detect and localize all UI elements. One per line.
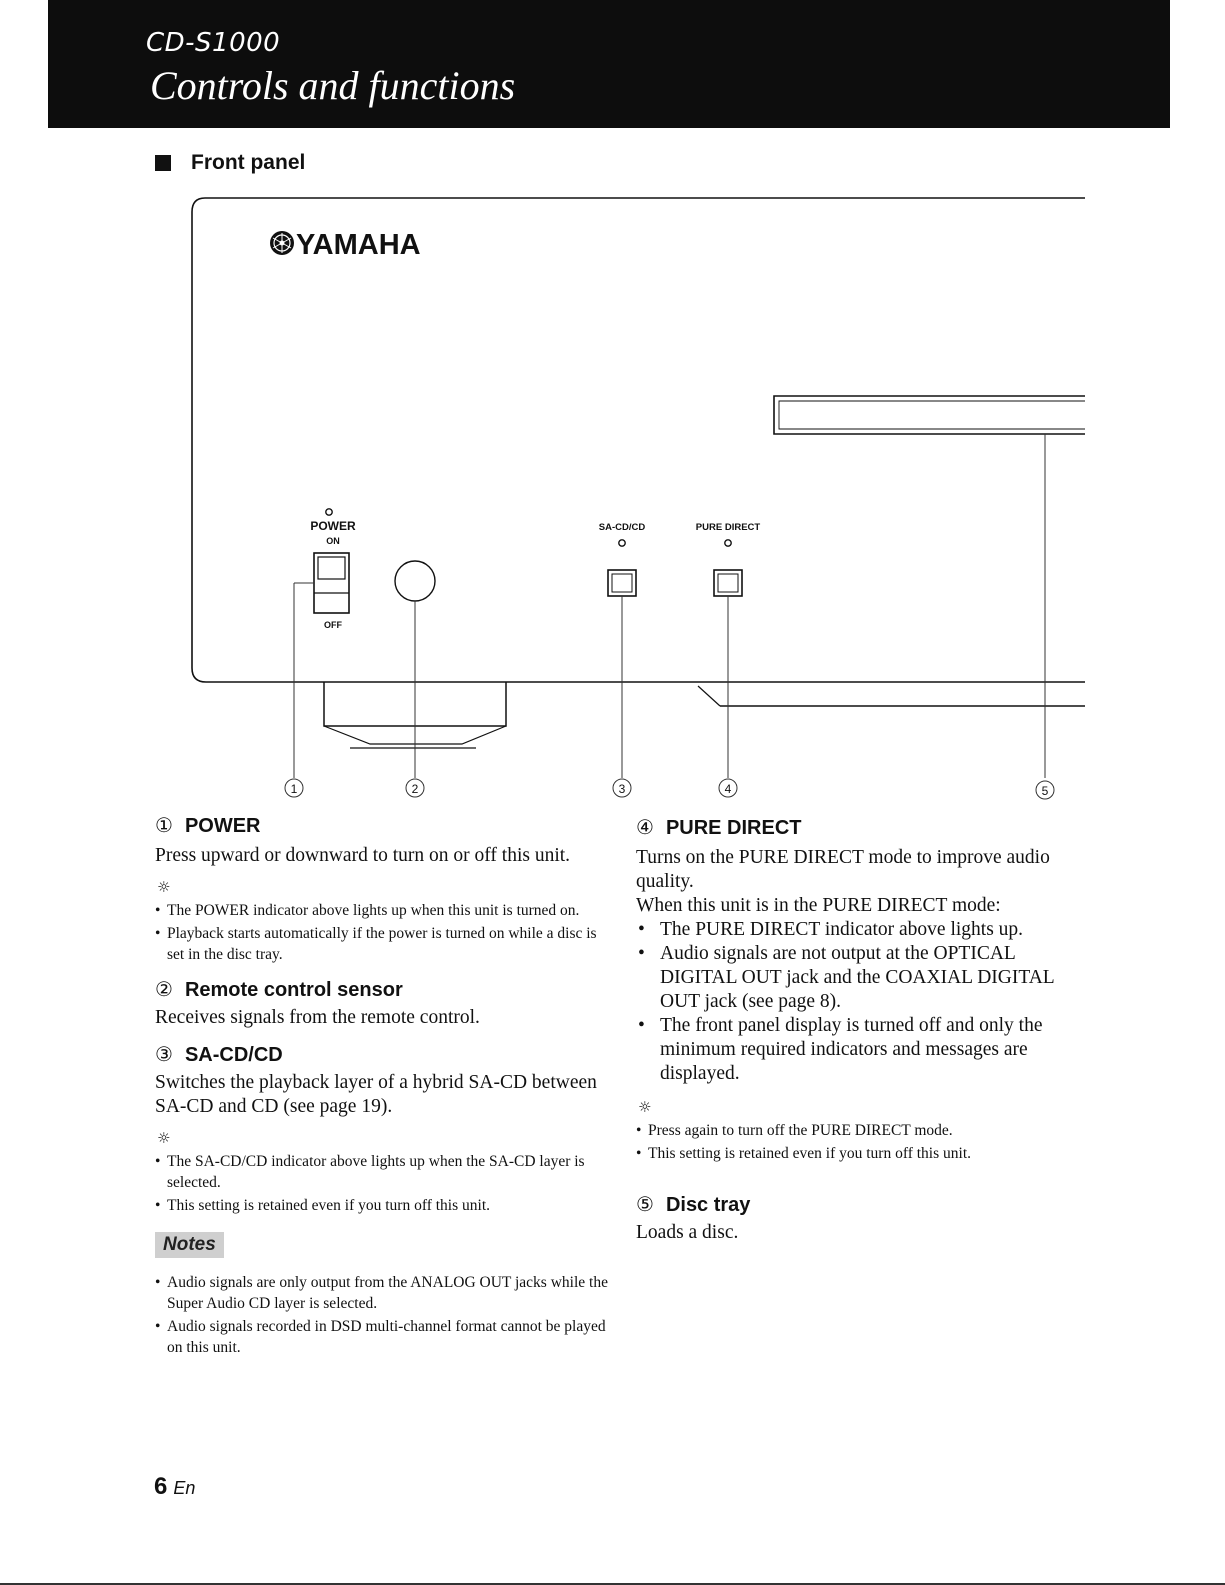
- disc-tray-heading: [636, 1192, 1076, 1217]
- power-on-label: ON: [326, 536, 340, 546]
- power-label: POWER: [310, 519, 356, 533]
- list-item: • Playback starts automatically if the power is turned on while a disc is set in the disc tray.: [155, 923, 610, 965]
- sacd-tips: [155, 1151, 610, 1216]
- list-item: • The SA-CD/CD indicator above lights up when the SA-CD layer is selected.: [155, 1151, 610, 1193]
- lightbulb-tip-icon: ☼: [157, 1129, 171, 1147]
- pure-direct-heading: [636, 815, 1076, 840]
- lightbulb-tip-icon: ☼: [638, 1098, 652, 1116]
- brand-logo-text: YAMAHA: [296, 229, 421, 261]
- disc-tray-slot: [774, 396, 1085, 434]
- section-bullet-icon: [155, 155, 171, 171]
- list-item: • This setting is retained even if you turn off this unit.: [636, 1143, 1076, 1164]
- model-name: CD-S1000: [146, 28, 281, 58]
- sacd-heading: [155, 1042, 610, 1067]
- right-column: [636, 815, 1076, 1245]
- page-language: En: [173, 1478, 196, 1498]
- front-panel-diagram: [0, 185, 1225, 805]
- remote-heading: [155, 977, 610, 1002]
- pure-direct-title: PURE DIRECT: [665, 817, 802, 839]
- power-description: Press upward or downward to turn on or off this unit.: [155, 845, 571, 866]
- power-number: ①: [155, 813, 173, 837]
- sacd-label: SA-CD/CD: [598, 522, 646, 533]
- power-heading: [155, 813, 610, 838]
- section-title: Front panel: [191, 151, 306, 174]
- page-footer: [154, 1473, 195, 1501]
- svg-text:2: 2: [411, 782, 419, 796]
- disc-tray-description: Loads a disc.: [636, 1222, 739, 1243]
- sacd-section: [155, 1042, 610, 1216]
- list-item: • Audio signals are only output from the ANALOG OUT jacks while the Super Audio CD layer is selected.: [155, 1272, 610, 1314]
- list-item: • The POWER indicator above lights up when this unit is turned on.: [155, 900, 610, 921]
- callout-3: [613, 779, 631, 797]
- pure-direct-indicator-icon: [725, 540, 731, 546]
- power-switch[interactable]: [314, 553, 349, 613]
- lightbulb-tip-icon: ☼: [157, 878, 171, 896]
- left-column: [155, 813, 610, 1360]
- section-heading: [155, 151, 305, 175]
- pure-direct-mode-intro: When this unit is in the PURE DIRECT mode:: [636, 895, 1001, 916]
- pure-direct-bullets: [636, 918, 1076, 1086]
- remote-section: [155, 977, 610, 1030]
- list-item: • Audio signals recorded in DSD multi-channel format cannot be played on this unit.: [155, 1316, 610, 1358]
- power-section: [155, 813, 610, 965]
- power-title: POWER: [184, 815, 261, 837]
- list-item: • Audio signals are not output at the OPTICAL DIGITAL OUT jack and the COAXIAL DIGITAL OUT jack (see page 8).: [636, 942, 1076, 1014]
- sacd-title: SA-CD/CD: [184, 1044, 283, 1066]
- tray-bevel: [698, 686, 720, 706]
- power-indicator-icon: [326, 509, 332, 515]
- pure-direct-description: Turns on the PURE DIRECT mode to improve audio quality.: [636, 847, 1050, 892]
- power-tips: [155, 900, 610, 965]
- notes-section: [155, 1232, 610, 1358]
- power-off-label: OFF: [324, 620, 342, 630]
- remote-title: Remote control sensor: [184, 979, 403, 1001]
- callout-1: [285, 779, 303, 797]
- list-item: • This setting is retained even if you turn off this unit.: [155, 1195, 610, 1216]
- remote-description: Receives signals from the remote control.: [155, 1007, 480, 1028]
- page-number: 6: [154, 1473, 168, 1500]
- notes-list: [155, 1272, 610, 1358]
- list-item: • The front panel display is turned off and only the minimum required indicators and messages are displayed.: [636, 1014, 1076, 1086]
- remote-number: ②: [155, 977, 173, 1001]
- disc-tray-number: ⑤: [636, 1192, 654, 1216]
- sacd-description: Switches the playback layer of a hybrid SA-CD between SA-CD and CD (see page 19).: [155, 1072, 597, 1117]
- callout-2: [406, 779, 424, 797]
- callout-5: [1036, 781, 1054, 799]
- disc-tray-section: [636, 1192, 1076, 1245]
- sacd-indicator-icon: [619, 540, 625, 546]
- remote-sensor: [395, 561, 435, 601]
- pure-direct-number: ④: [636, 815, 654, 839]
- yamaha-logo-icon: [270, 231, 294, 255]
- list-item: • Press again to turn off the PURE DIRECT mode.: [636, 1120, 1076, 1141]
- notes-label: Notes: [155, 1232, 224, 1258]
- disc-tray-title: Disc tray: [665, 1194, 751, 1216]
- svg-text:1: 1: [290, 782, 298, 796]
- svg-text:4: 4: [724, 782, 732, 796]
- page-title: Controls and functions: [150, 63, 516, 108]
- pure-direct-label: PURE DIRECT: [695, 522, 761, 533]
- sacd-number: ③: [155, 1042, 173, 1066]
- svg-text:3: 3: [618, 782, 626, 796]
- callout-4: [719, 779, 737, 797]
- pure-direct-tips: [636, 1120, 1076, 1164]
- list-item: • The PURE DIRECT indicator above lights up.: [636, 918, 1076, 942]
- pure-direct-section: [636, 815, 1076, 1164]
- svg-text:5: 5: [1041, 784, 1049, 798]
